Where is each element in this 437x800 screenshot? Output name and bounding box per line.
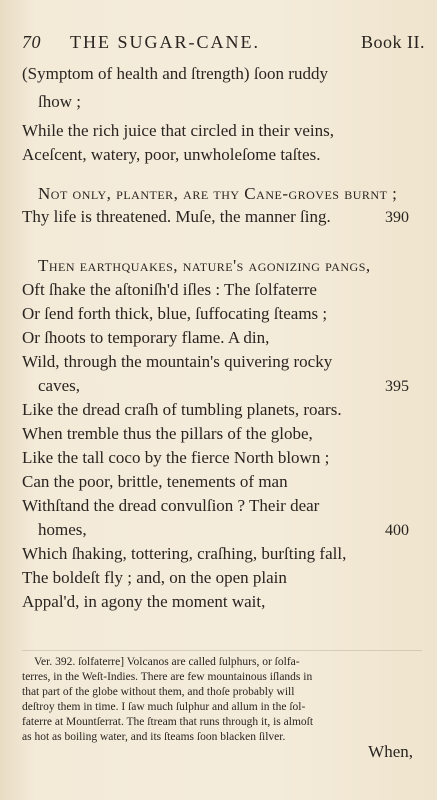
running-title: THE SUGAR-CANE. bbox=[70, 32, 260, 52]
footnote-divider bbox=[22, 650, 422, 651]
poem-line: Or ſend forth thick, blue, ſuffocating ſteams ; bbox=[22, 304, 328, 323]
footnote-line: terres, in the Weſt-Indies. There are few mountainous iſlands in bbox=[22, 671, 313, 683]
poem-line: Can the poor, brittle, tenements of man bbox=[22, 472, 288, 491]
poem-line: Withſtand the dread convulſion ? Their dear bbox=[22, 496, 320, 515]
book-label: Book II. bbox=[361, 32, 425, 52]
poem-line: The boldeſt fly ; and, on the open plain bbox=[22, 568, 287, 587]
poem-line: Oft ſhake the aſtoniſh'd iſles : The ſolfaterre bbox=[22, 280, 317, 299]
poem-line: Thy life is threatened. Muſe, the manner ſing. bbox=[22, 207, 331, 226]
poem-line: Like the dread craſh of tumbling planets, roars. bbox=[22, 400, 342, 419]
footnote-line: Ver. 392. ſolfaterre] Volcanos are called ſulphurs, or ſolfa- bbox=[34, 656, 300, 668]
line-number: 400 bbox=[385, 522, 409, 539]
poem-line: When tremble thus the pillars of the globe, bbox=[22, 424, 313, 443]
footnote-line: that part of the globe without them, and thoſe probably will bbox=[22, 686, 295, 698]
poem-line: ſhow ; bbox=[38, 92, 81, 111]
poem-line: Aceſcent, watery, poor, unwholeſome taſtes. bbox=[22, 145, 321, 164]
poem-line: Then earthquakes, nature's agonizing pangs, bbox=[38, 256, 371, 275]
poem-line: Wild, through the mountain's quivering rocky bbox=[22, 352, 333, 371]
line-number: 390 bbox=[385, 209, 409, 226]
poem-line: caves, bbox=[38, 376, 81, 395]
running-header bbox=[22, 32, 425, 56]
footnote-line: as hot as boiling water, and its ſteams ſoon blacken ſilver. bbox=[22, 731, 286, 743]
poem-line: While the rich juice that circled in their veins, bbox=[22, 121, 335, 140]
poem-line: Like the tall coco by the fierce North blown ; bbox=[22, 448, 330, 467]
poem-line: Not only, planter, are thy Cane-groves burnt ; bbox=[38, 184, 398, 203]
footnote-line: deſtroy them in time. I ſaw much ſulphur and allum in the ſol- bbox=[22, 701, 306, 713]
poem-line: (Symptom of health and ſtrength) ſoon ruddy bbox=[22, 64, 328, 83]
poem-line: Appal'd, in agony the moment wait, bbox=[22, 592, 266, 611]
poem-line: Which ſhaking, tottering, craſhing, burſting fall, bbox=[22, 544, 347, 563]
poem-line: Or ſhoots to temporary flame. A din, bbox=[22, 328, 270, 347]
footnote-line: faterre at Mountſerrat. The ſtream that runs through it, is almoſt bbox=[22, 716, 314, 728]
line-number: 395 bbox=[385, 378, 409, 395]
poem-line: homes, bbox=[38, 520, 87, 539]
page-number: 70 bbox=[22, 32, 41, 52]
catchword: When, bbox=[368, 742, 413, 761]
